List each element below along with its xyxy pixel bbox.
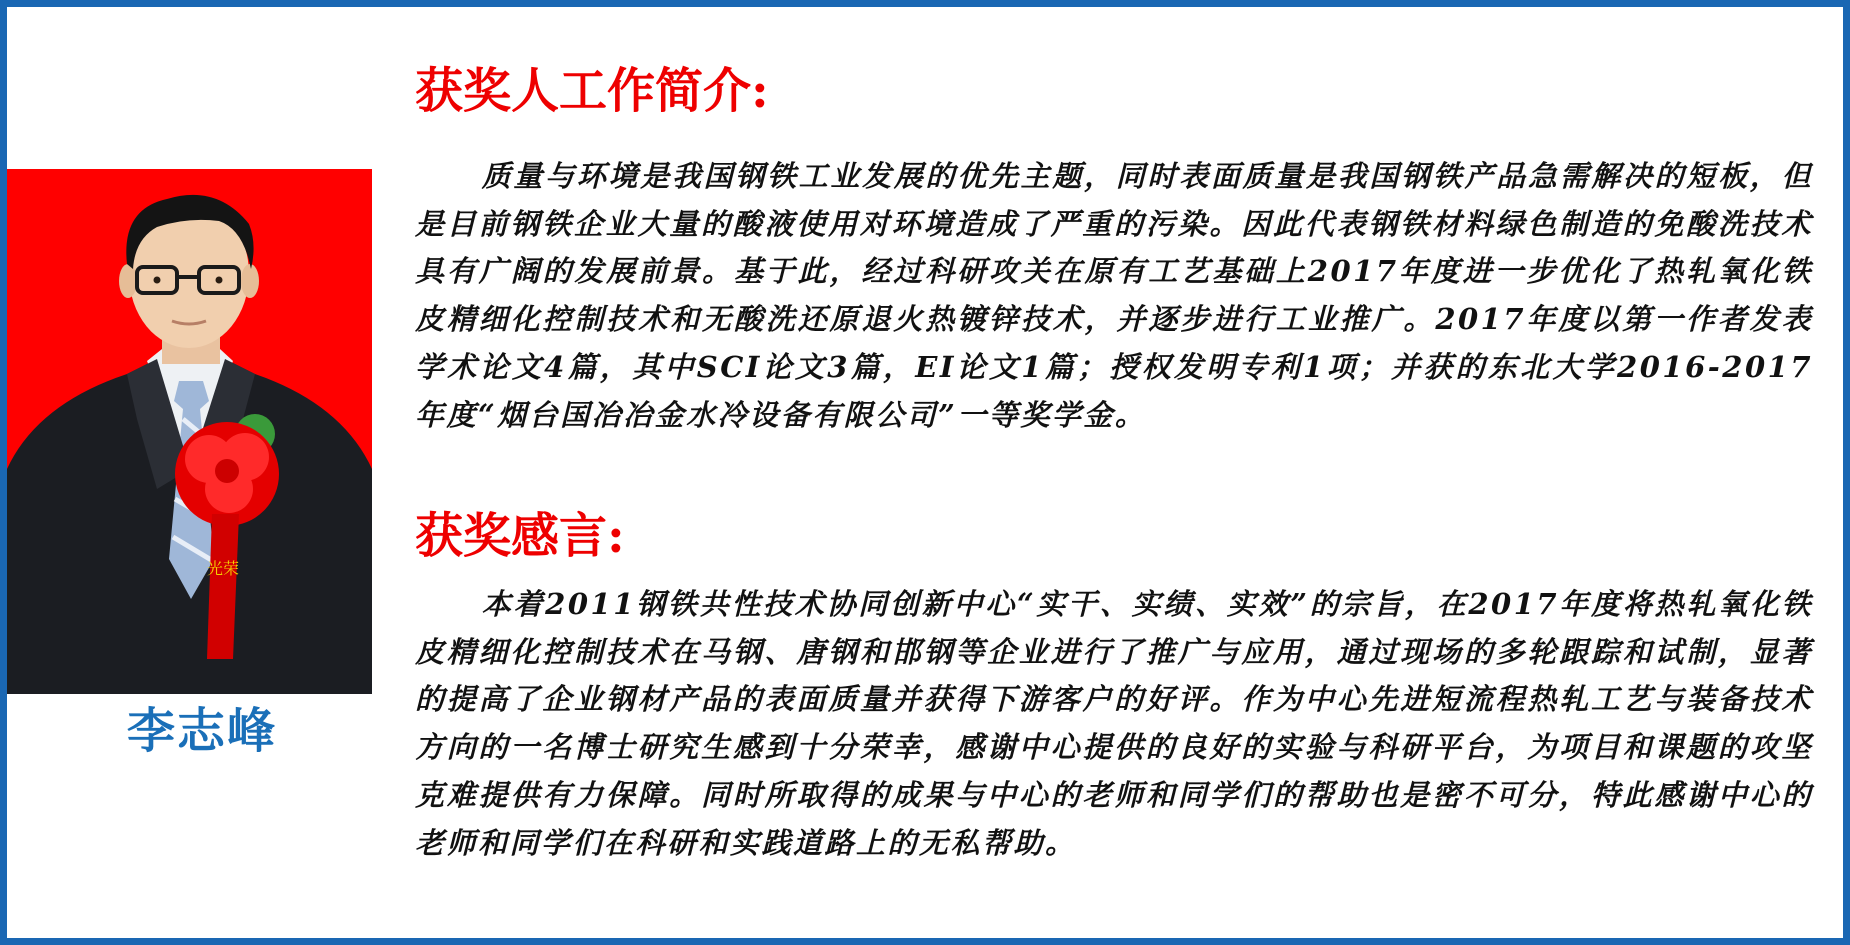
remarks-paragraph: 本着2011钢铁共性技术协同创新中心“实干、实绩、实效”的宗旨，在2017年度将热轧氧化铁皮精细化控制技术在马钢、唐钢和邯钢等企业进行了推广与应用，通过现场的多轮跟踪和试制，显著的提高了企业钢材产品的表面质量并获得下游客户的好评。作为中心先进短流程热轧工艺与装备技术方向的一名博士研究生感到十分荣幸，感谢中心提供的良好的实验与科研平台，为项目和课题的攻坚克难提供有力保障。同时所取得的成果与中心的老师和同学们的帮助也是密不可分，特此感谢中心的老师和同学们在科研和实践道路上的无私帮助。 [415, 587, 1813, 860]
profile-paragraph: 质量与环境是我国钢铁工业发展的优先主题，同时表面质量是我国钢铁产品急需解决的短板，但是目前钢铁企业大量的酸液使用对环境造成了严重的污染。因此代表钢铁材料绿色制造的免酸洗技术具有广阔的发展前景。基于此，经过科研攻关在原有工艺基础上2017年度进一步优化了热轧氧化铁皮精细化控制技术和无酸洗还原退火热镀锌技术，并逐步进行工业推广。2017年度以第一作者发表学术论文4篇，其中SCI论文3篇，EI论文1篇；授权发明专利1项；并获的东北大学2016-2017年度“烟台国冶冶金水冷设备有限公司”一等奖学金。 [415, 159, 1813, 432]
profile-heading: 获奖人工作简介: [415, 63, 769, 119]
remarks-heading: 获奖感言: [415, 508, 625, 564]
sash-text: 光荣 [206, 559, 240, 578]
portrait-photo [7, 169, 372, 694]
awardee-name: 李志峰 [126, 703, 277, 759]
